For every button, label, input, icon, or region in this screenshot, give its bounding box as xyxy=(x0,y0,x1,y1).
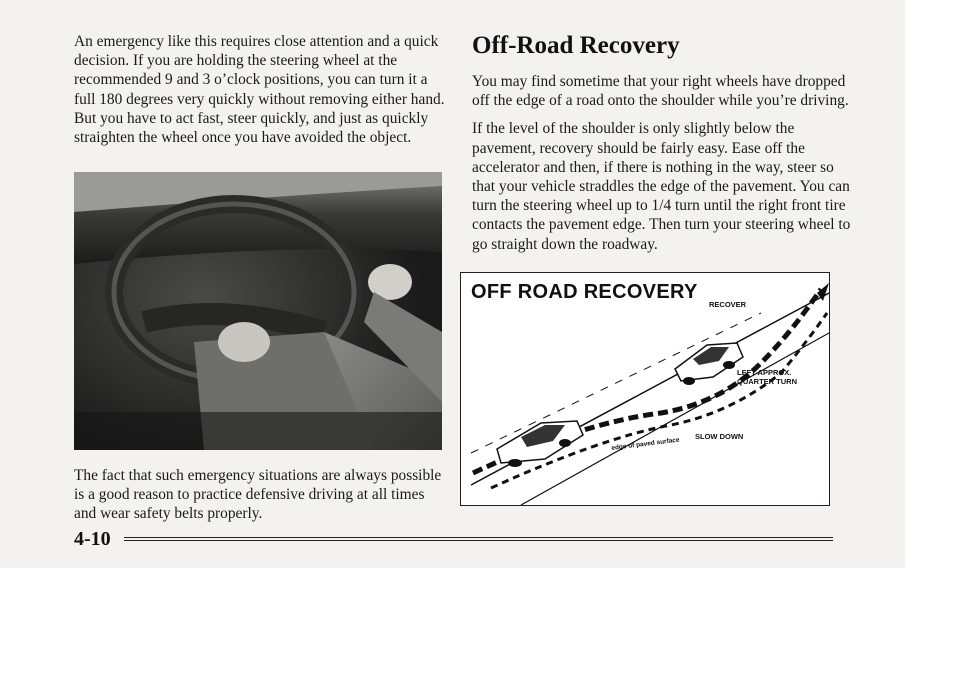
edge-label: edge of paved surface xyxy=(611,436,680,452)
left-column xyxy=(74,32,446,147)
recover-label: RECOVER xyxy=(709,300,747,309)
right-column xyxy=(472,32,852,263)
figure-title: OFF ROAD RECOVERY xyxy=(471,281,698,303)
steering-wheel-photo xyxy=(74,172,442,450)
car-slow-down xyxy=(497,421,583,467)
defensive-driving-paragraph: The fact that such emergency situations are always possible is a good reason to practice defensive driving at all times and wear safety belts properly. xyxy=(74,467,442,523)
footer-rule xyxy=(124,537,833,541)
car-quarter-turn xyxy=(675,343,743,385)
intro-paragraph: You may find sometime that your right wheels have dropped off the edge of a road onto the shoulder while you’re driving. xyxy=(472,73,849,110)
recovery-paragraph: If the level of the shoulder is only slightly below the pavement, recovery should be fairly easy. Ease off the accelerator and then, if there is nothing in the way, steer so that your vehicle straddles the edge of the pavement. You can turn the steering wheel up to 1/4 turn until the right front tire contacts the pavement edge. Then turn your steering wheel to go straight down the roadway. xyxy=(472,120,851,253)
recovery-illustration xyxy=(461,273,830,506)
page-number: 4-10 xyxy=(74,528,111,550)
quarter-turn-label: LEFT APPROX. QUARTER TURN xyxy=(737,368,797,386)
section-heading: Off-Road Recovery xyxy=(472,32,680,59)
slow-down-label: SLOW DOWN xyxy=(695,432,744,441)
emergency-paragraph: An emergency like this requires close attention and a quick decision. If you are holding the steering wheel at the recommended 9 and 3 o’clock positions, you can turn it a full 180 degrees very quickly without removing either hand. But you have to act fast, steer quickly, and just as quickly straighten the wheel once you have avoided the object. xyxy=(74,33,445,147)
off-road-recovery-figure xyxy=(460,272,830,506)
